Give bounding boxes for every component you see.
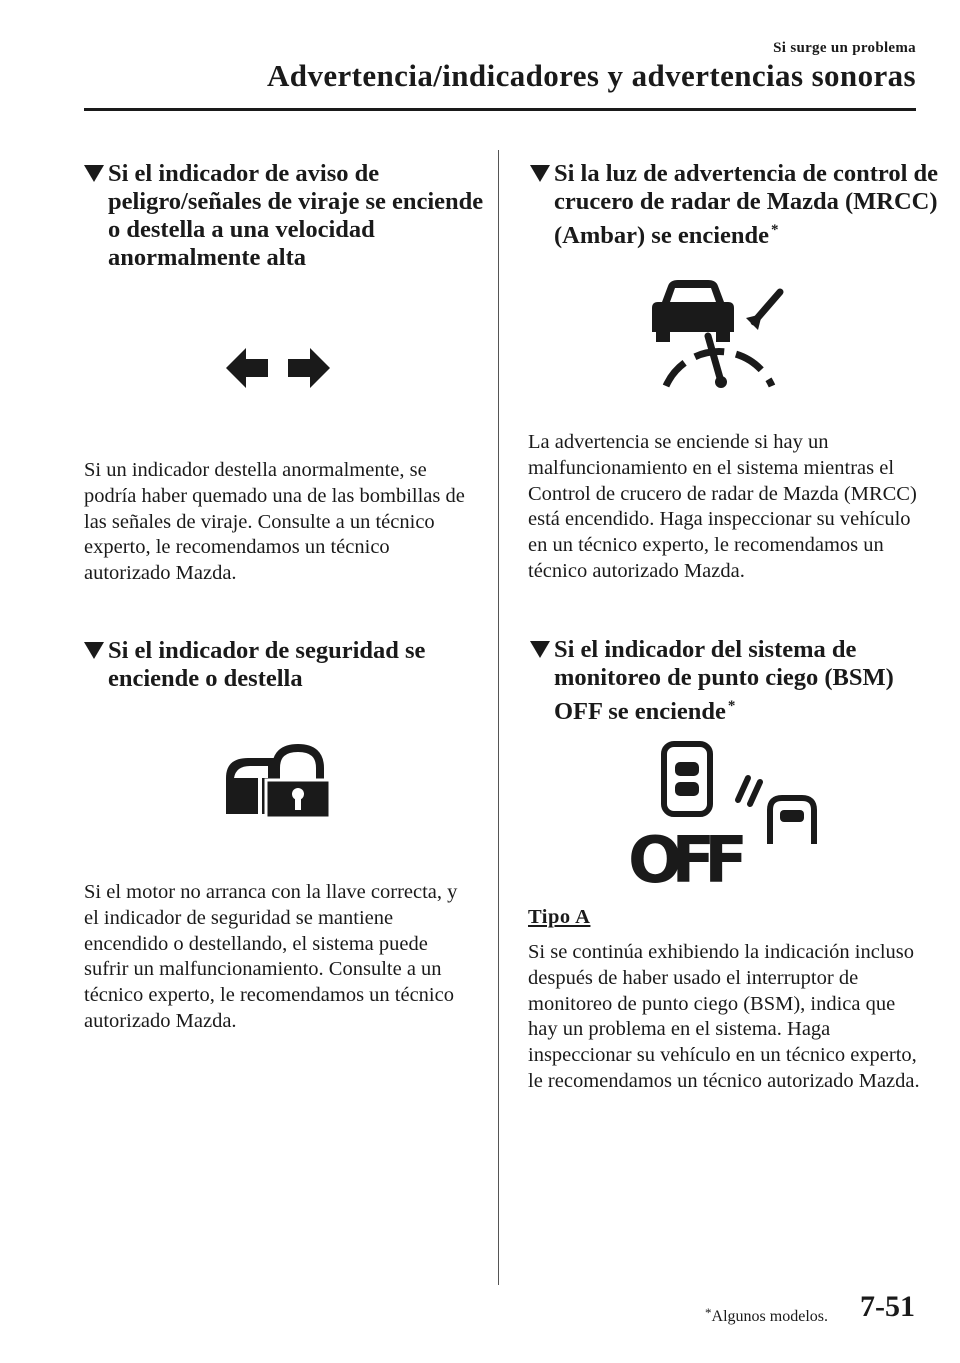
left-arrow-icon [226,348,268,388]
security-lock-car-icon [222,744,334,820]
triangle-bullet-icon [84,642,104,659]
triangle-bullet-icon [530,641,550,658]
footnote: *Algunos modelos. [705,1305,828,1325]
column-divider [498,150,499,1285]
signal-wave [738,778,748,800]
mrcc-body: La advertencia se enciende si hay un malfuncionamiento en el sistema mientras el Control de crucero de radar de Mazda (MRCC) está encendido. Haga inspeccionar su vehículo en un técnico experto, le recomendamos un técnico autorizado Mazda. [528,431,917,582]
section-heading-bsm: Si el indicador del sistema de monitoreo de punto ciego (BSM) OFF se enciende * [530,636,944,726]
right-arrow-icon [288,348,330,388]
mrcc-warning-icon [648,278,788,392]
vehicle-outline-icon [664,744,710,814]
off-label: OFF [628,824,748,886]
security-body: Si el motor no arranca con la llave correcta, y el indicador de seguridad se mantiene encendido o destellando, el sistema puede sufrir un malfuncionamiento. Consulte a un técnico experto, le recomendamos un técnico autorizado Mazda. [84,881,458,1032]
bsm-off-icon [626,740,820,886]
gauge-needle [708,336,720,378]
header-rule [84,108,916,111]
section-heading-mrcc: Si la luz de advertencia de control de crucero de radar de Mazda (MRCC) (Ambar) se enciende * [530,160,944,250]
triangle-bullet-icon [530,165,550,182]
lock-shackle [276,748,320,782]
page-title: Advertencia/indicadores y advertencias sonoras [267,58,916,93]
turn-signal-arrows-icon [226,348,330,388]
page-number: 7-51 [860,1290,915,1323]
chapter-label: Si surge un problema [773,40,916,56]
bsm-body: Si se continúa exhibiendo la indicación incluso después de haber usado el interruptor de monitoreo de punto ciego (BSM), indica que hay un problema en el sistema. Haga inspeccionar su vehículo en un técnico experto, le recomendamos un técnico autorizado Mazda. [528,941,920,1092]
section-heading-security: Si el indicador de seguridad se enciende o destella [84,637,488,693]
car-front-icon [652,280,734,332]
turn-signal-body: Si un indicador destella anormalmente, se podría haber quemado una de las bombillas de las señales de viraje. Consulte a un técnico experto, le recomendamos un técnico autorizado Mazda. [84,459,465,585]
triangle-bullet-icon [84,165,104,182]
type-a-subheading: Tipo A [528,906,591,928]
section-heading-turn-signal: Si el indicador de aviso de peligro/señales de viraje se enciende o destella a una velocidad anormalmente alta [84,160,488,272]
